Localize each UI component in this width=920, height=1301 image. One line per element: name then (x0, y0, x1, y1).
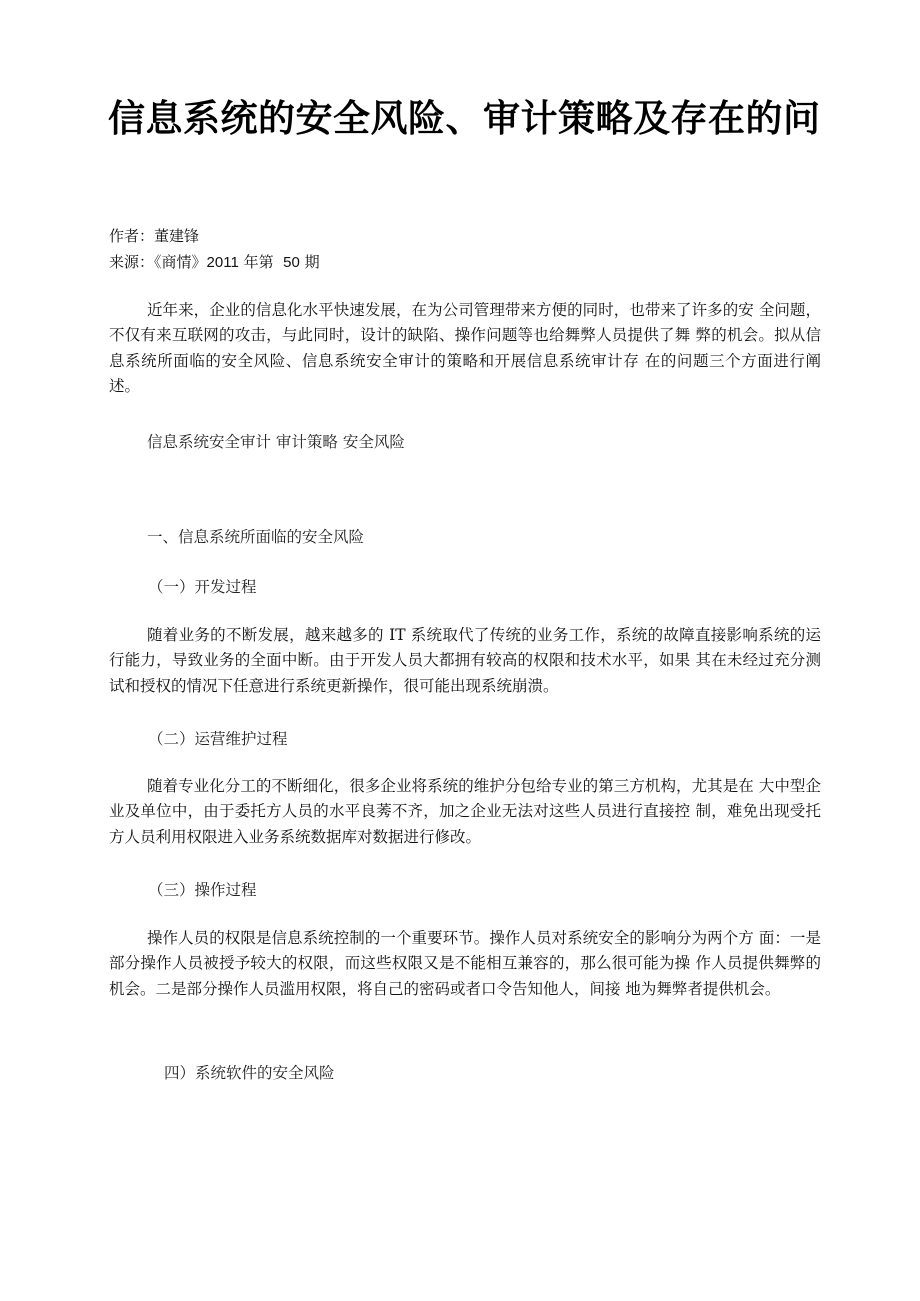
source-line (109, 252, 320, 273)
keywords: 信息系统安全审计 审计策略 安全风险 (147, 433, 405, 451)
author-label: 作者： (109, 227, 155, 245)
author-line (109, 226, 199, 246)
paragraph-development: 随着业务的不断发展，越来越多的 IT 系统取代了传统的业务工作，系统的故障直接影响系统的运行能力，导致业务的全面中断。由于开发人员大都拥有较高的权限和技术水平，如果 其在未经过充分测试和授权的情况下任意进行系统更新操作，很可能出现系统崩溃。 (109, 626, 821, 695)
paragraph-operation-process: 操作人员的权限是信息系统控制的一个重要环节。操作人员对系统安全的影响分为两个方 面：一是部分操作人员被授予较大的权限，而这些权限又是不能相互兼容的，那么很可能为操 作人员提供舞弊的机会。二是部分操作人员滥用权限，将自己的密码或者口令告知他人，间接 地为舞弊者提供机会。 (109, 929, 821, 998)
source-journal: 《商情》 (154, 253, 207, 271)
source-issue-suffix: 期 (304, 253, 320, 271)
section-heading: 一、信息系统所面临的安全风险 (147, 528, 365, 546)
source-issue: 50 (283, 254, 300, 271)
document-title: 信息系统的安全风险、审计策略及存在的问 (108, 97, 821, 140)
source-year-suffix: 年第 (243, 253, 274, 271)
abstract-paragraph: 近年来，企业的信息化水平快速发展，在为公司管理带来方便的同时，也带来了许多的安 全问题，不仅有来互联网的攻击，与此同时，设计的缺陷、操作问题等也给舞弊人员提供了舞 弊的机会。拟从信息系统所面临的安全风险、信息系统安全审计的策略和开展信息系统审计存 在的问题三个方面进行阐述。 (109, 301, 821, 395)
source-label: 来源： (109, 253, 155, 271)
subsection-heading-operations: （二）运营维护过程 (148, 730, 288, 748)
subsection-heading-development: （一）开发过程 (148, 578, 257, 596)
author-name: 董建锋 (154, 227, 200, 245)
paragraph-operations: 随着专业化分工的不断细化，很多企业将系统的维护分包给专业的第三方机构，尤其是在 大中型企业及单位中，由于委托方人员的水平良莠不齐，加之企业无法对这些人员进行直接控 制，难免出现受托方人员利用权限进入业务系统数据库对数据进行修改。 (109, 777, 821, 846)
subsection-heading-system-software: 四）系统软件的安全风险 (164, 1064, 335, 1082)
subsection-heading-operation-process: （三）操作过程 (148, 881, 257, 899)
source-year: 2011 (206, 254, 239, 271)
